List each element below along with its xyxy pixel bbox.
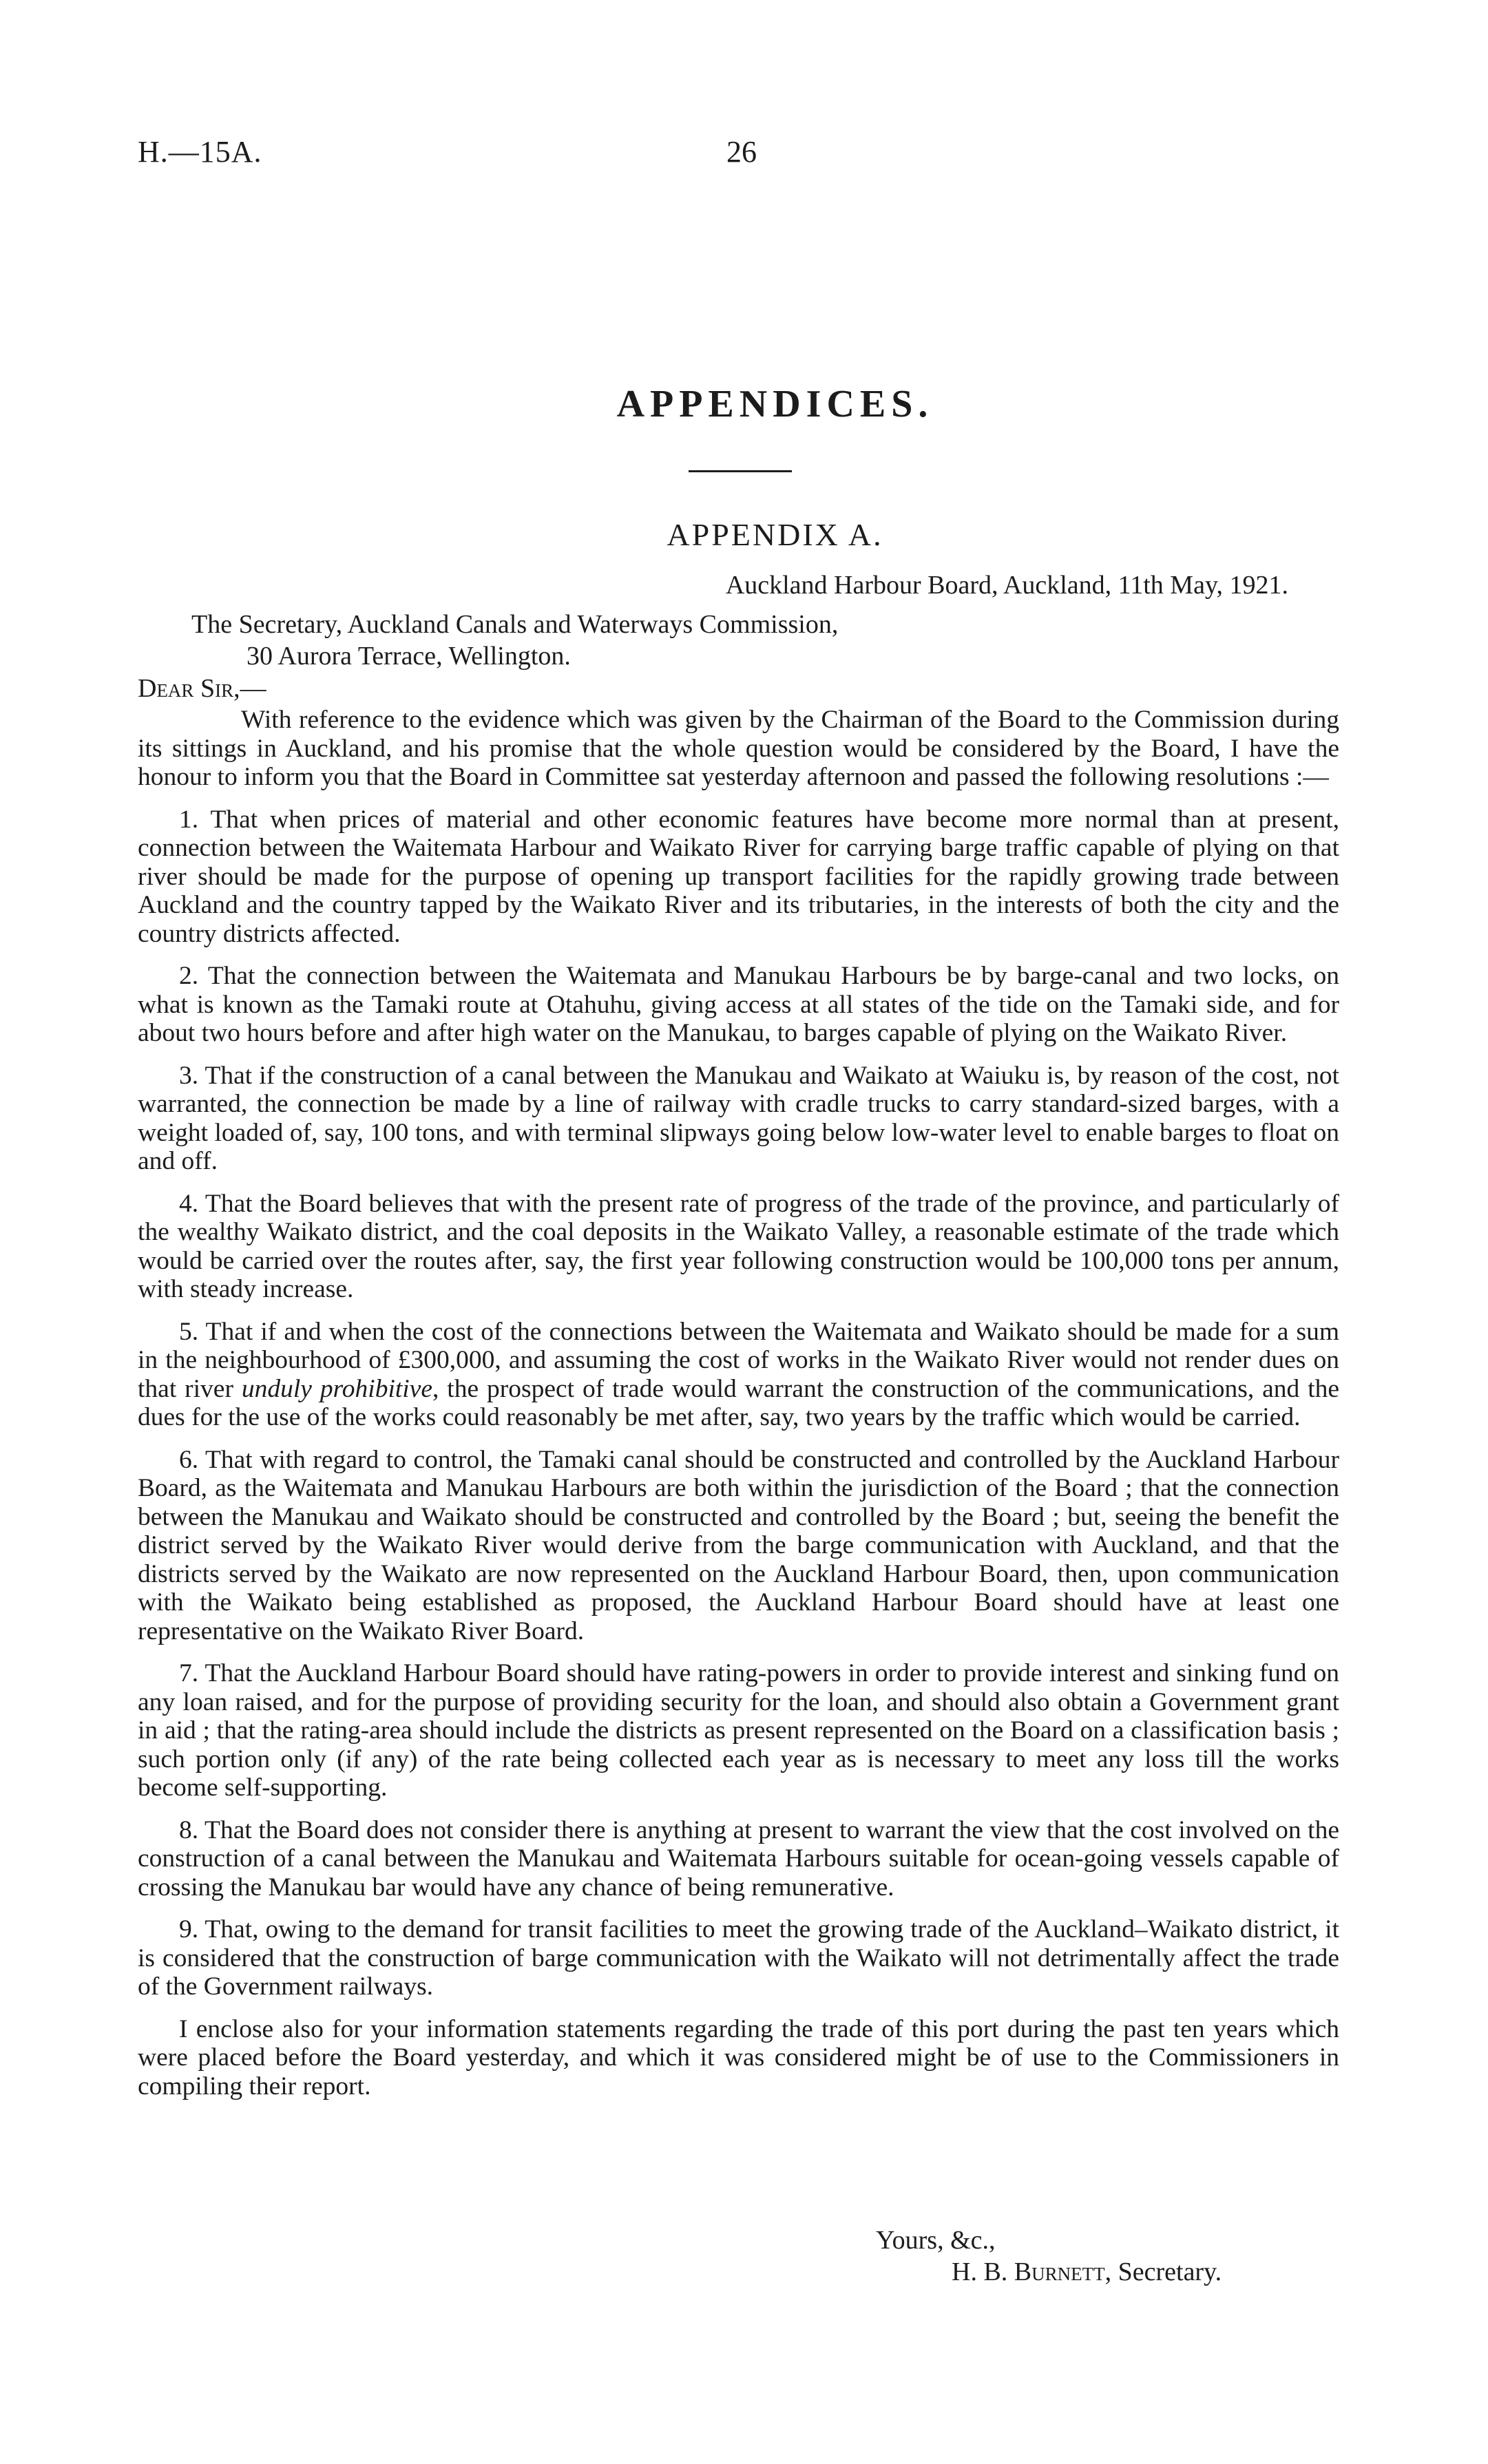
closing-paragraph: I enclose also for your information statements regarding the trade of this port during the past ten years which were placed before the Board yesterday, and which it was considered might be of use to the Commissioners in compiling their report. <box>138 2014 1339 2100</box>
resolution-paragraph: 4. That the Board believes that with the present rate of progress of the trade of the province, and particularly of the wealthy Waikato district, and the coal deposits in the Waikato Valley, a reasonable estimate of the trade which would be carried over the routes after, say, the first year following construction would be 100,000 tons per annum, with steady increase. <box>138 1189 1339 1303</box>
salutation-text: Dear Sir,— <box>138 674 266 703</box>
resolution-paragraph: 6. That with regard to control, the Tamaki canal should be constructed and controlled by the Auckland Harbour Board, as the Waitemata and Manukau Harbours are both within the jurisdiction of the Board ; that the connection between the Manukau and Waikato should be constructed and controlled by the Board ; but, seeing the benefit the district served by the Waikato River would derive from the barge communication with Auckland, and that the districts served by the Waikato are now represented on the Auckland Harbour Board, then, upon communication with the Waikato being established as proposed, the Auckland Harbour Board should have at least one representative on the Waikato River Board. <box>138 1445 1339 1645</box>
resolution-paragraph: 8. That the Board does not consider there is anything at present to warrant the view that the cost involved on the construction of a canal between the Manukau and Waitemata Harbours suitable for ocean-going vessels capable of crossing the Manukau bar would have any chance of being remunerative. <box>138 1815 1339 1902</box>
page-header <box>138 134 1350 176</box>
addressee-line-1: The Secretary, Auckland Canals and Waterways Commission, <box>191 610 839 639</box>
letter-signature <box>952 2257 1222 2287</box>
addressee-line-2: 30 Aurora Terrace, Wellington. <box>247 642 571 671</box>
letter-signoff: Yours, &c., <box>876 2226 996 2255</box>
resolution-paragraph <box>138 1318 1339 1432</box>
intro-paragraph: With reference to the evidence which was given by the Chairman of the Board to the Commission during its sittings in Auckland, and his promise that the whole question would be considered by the Board, I have the honour to inform you that the Board in Committee sat yesterday afternoon and passed the following resolutions :— <box>138 706 1339 791</box>
resolution-5-text-after: , the prospect of trade would warrant the construction of the communications, and the dues for the use of the works could reasonably be met after, say, two years by the traffic which would be carried. <box>138 1374 1340 1431</box>
resolution-paragraph: 3. That if the construction of a canal between the Manukau and Waikato at Waiuku is, by reason of the cost, not warranted, the connection be made by a line of railway with cradle trucks to carry standard-sized barges, with a weight loaded of, say, 100 tons, and with terminal slipways going below low-water level to enable barges to float on and off. <box>138 1061 1339 1175</box>
signatory-name: H. B. Burnett <box>952 2257 1105 2286</box>
resolution-paragraph: 1. That when prices of material and other economic features have become more normal than at present, connection between the Waitemata Harbour and Waikato River for carrying barge traffic capable of plying on that river should be made for the purpose of opening up transport facilities for the rapidly growing trade between Auckland and the country tapped by the Waikato River and its tributaries, in the interests of both the city and the country districts affected. <box>138 805 1339 948</box>
resolution-paragraph: 7. That the Auckland Harbour Board should have rating-powers in order to provide interest and sinking fund on any loan raised, and for the purpose of providing security for the loan, and should also obtain a Government grant in aid ; that the rating-area should include the districts as present represented on the Board on a classification basis ; such portion only (if any) of the rate being collected each year as is necessary to meet any loss till the works become self-supporting. <box>138 1659 1339 1802</box>
appendix-heading: APPENDIX A. <box>667 517 883 552</box>
letter-body <box>138 706 1339 2114</box>
letter-addressee <box>191 609 838 672</box>
resolution-paragraph: 2. That the connection between the Waitemata and Manukau Harbours be by barge-canal and two locks, on what is known as the Tamaki route at Otahuhu, giving access at all states of the tide on the Tamaki side, and for about two hours before and after high water on the Manukau, to barges capable of plying on the Waikato River. <box>138 962 1339 1047</box>
page-title: APPENDICES. <box>616 383 934 425</box>
title-divider <box>689 470 792 472</box>
page-number: 26 <box>726 135 757 169</box>
resolution-paragraph: 9. That, owing to the demand for transit facilities to meet the growing trade of the Auckland–Waikato district, it is considered that the construction of barge communication with the Waikato will not detrimentally affect the trade of the Government railways. <box>138 1915 1339 2001</box>
resolution-5-text-before: 5. That if and when the cost of the connections between the Waitemata and Waikato should be made for a sum in the neighbourhood of £300,000, and assuming the cost of works in the Waikato River would not render dues on that river <box>138 1317 1339 1403</box>
resolution-5-emphasis: unduly prohibitive <box>241 1374 433 1403</box>
letter-salutation <box>138 673 266 704</box>
document-number: H.—15A. <box>138 135 262 169</box>
letter-dateline: Auckland Harbour Board, Auckland, 11th May, 1921. <box>725 571 1288 600</box>
signatory-title: , Secretary. <box>1104 2257 1222 2286</box>
